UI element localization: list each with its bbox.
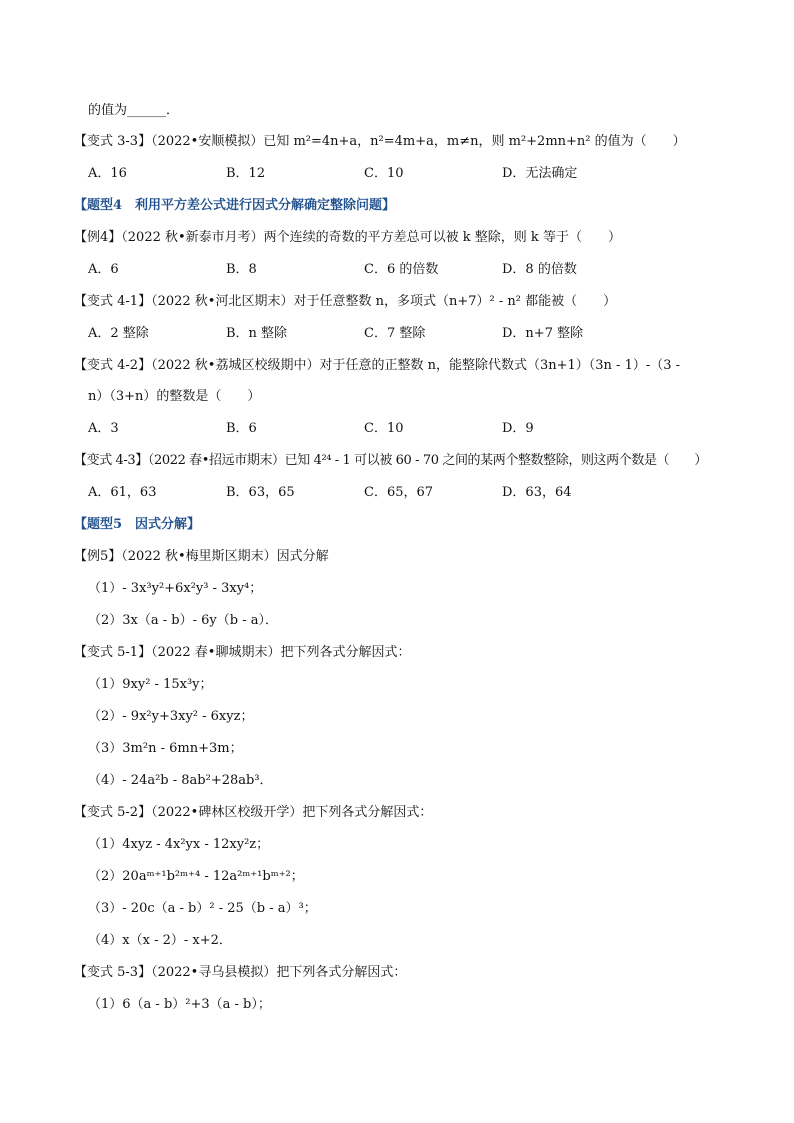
example-5-item-1: （1）- 3x³y²+6x²y³ - 3xy⁴； [88, 581, 263, 596]
example-5: 【例5】（2022 秋•梅里斯区期末）因式分解 [74, 549, 329, 564]
variant-5-2-item-3: （3）- 20c（a - b）² - 25（b - a）³； [88, 901, 317, 916]
answer-blank-line: 的值为______． [88, 103, 180, 118]
option-b: B．n 整除 [226, 326, 288, 341]
variant-5-1-item-4: （4）- 24a²b - 8ab²+28ab³． [88, 773, 273, 788]
option-b: B．63，65 [226, 485, 295, 500]
options-variant-3-3 [88, 166, 648, 182]
option-d: D．63，64 [502, 485, 572, 500]
option-a: A．2 整除 [88, 326, 149, 341]
section-heading-4: 【题型4 利用平方差公式进行因式分解确定整除问题】 [74, 198, 396, 213]
option-b: B．12 [226, 166, 266, 181]
option-c: C．65，67 [364, 485, 434, 500]
question-variant-5-1: 【变式 5-1】（2022 春•聊城期末）把下列各式分解因式： [74, 645, 411, 660]
options-example-4 [88, 262, 648, 278]
option-c: C．7 整除 [364, 326, 426, 341]
option-c: C．6 的倍数 [364, 262, 439, 277]
options-variant-4-1 [88, 326, 648, 342]
question-variant-4-2-continued: n）（3+n）的整数是（ ） [88, 389, 261, 404]
option-d: D．n+7 整除 [502, 326, 584, 341]
option-b: B．6 [226, 421, 257, 436]
variant-5-1-item-1: （1）9xy² - 15x³y； [88, 677, 213, 692]
example-4: 【例4】（2022 秋•新泰市月考）两个连续的奇数的平方差总可以被 k 整除，则 k 等于（ ） [74, 230, 621, 245]
variant-5-1-item-2: （2）- 9x²y+3xy² - 6xyz； [88, 709, 254, 724]
variant-5-2-item-1: （1）4xyz - 4x²yx - 12xy²z； [88, 837, 270, 852]
option-b: B．8 [226, 262, 257, 277]
question-variant-4-1: 【变式 4-1】（2022 秋•河北区期末）对于任意整数 n，多项式（n+7）² - n² 都能被（ ） [74, 294, 617, 309]
option-d: D．8 的倍数 [502, 262, 577, 277]
option-a: A．6 [88, 262, 119, 277]
example-5-item-2: （2）3x（a - b）- 6y（b - a）． [88, 613, 278, 628]
option-a: A．3 [88, 421, 119, 436]
option-a: A．61，63 [88, 485, 157, 500]
option-a: A．16 [88, 166, 127, 181]
variant-5-3-item-1: （1）6（a - b）²+3（a - b）； [88, 997, 271, 1012]
question-variant-3-3: 【变式 3-3】（2022•安顺模拟）已知 m²=4n+a，n²=4m+a，m≠n，则 m²+2mn+n² 的值为（ ） [74, 134, 686, 149]
question-variant-4-3: 【变式 4-3】（2022 春•招远市期末）已知 4²⁴ - 1 可以被 60 - 70 之间的某两个整数整除，则这两个数是（ ） [74, 453, 707, 468]
options-variant-4-3 [88, 485, 648, 501]
variant-5-2-item-2: （2）20aᵐ⁺¹b²ᵐ⁺⁴ - 12a²ᵐ⁺¹bᵐ⁺²； [88, 869, 304, 884]
option-d: D．无法确定 [502, 166, 578, 181]
variant-5-2-item-4: （4）x（x - 2）- x+2． [88, 933, 232, 948]
option-d: D．9 [502, 421, 534, 436]
section-heading-5: 【题型5 因式分解】 [74, 517, 201, 532]
options-variant-4-2 [88, 421, 648, 437]
question-variant-5-3: 【变式 5-3】（2022•寻乌县模拟）把下列各式分解因式： [74, 965, 407, 980]
question-variant-4-2: 【变式 4-2】（2022 秋•荔城区校级期中）对于任意的正整数 n，能整除代数式（3n+1）（3n - 1）-（3 - [74, 358, 681, 373]
variant-5-1-item-3: （3）3m²n - 6mn+3m； [88, 741, 243, 756]
option-c: C．10 [364, 421, 404, 436]
question-variant-5-2: 【变式 5-2】（2022•碑林区校级开学）把下列各式分解因式： [74, 805, 433, 820]
option-c: C．10 [364, 166, 404, 181]
